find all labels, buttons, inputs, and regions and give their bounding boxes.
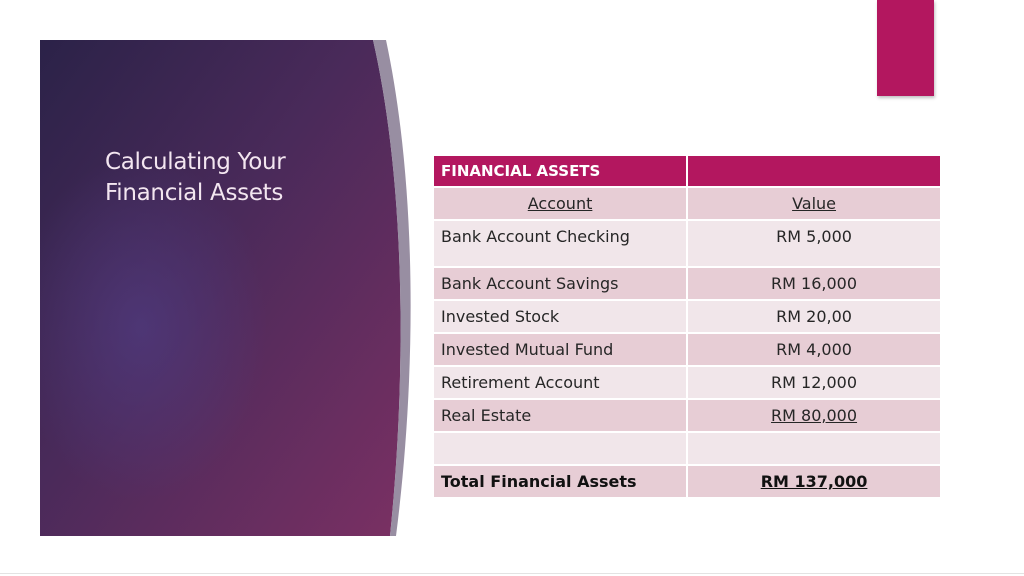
row-account: Retirement Account: [433, 366, 687, 399]
table-row: [433, 220, 941, 267]
column-header-account: Account: [527, 194, 593, 213]
column-header-row: [433, 187, 941, 220]
row-account: Bank Account Savings: [433, 267, 687, 300]
table-row: [433, 366, 941, 399]
row-value: RM 4,000: [687, 333, 941, 366]
financial-assets-table: [432, 154, 942, 499]
table-row: [433, 300, 941, 333]
total-row: [433, 465, 941, 498]
row-value: RM 5,000: [687, 220, 941, 267]
row-value: RM 80,000: [771, 406, 858, 425]
column-header-value: Value: [792, 194, 837, 213]
row-value: RM 20,00: [687, 300, 941, 333]
table-row: [433, 333, 941, 366]
total-value: RM 137,000: [760, 472, 868, 491]
row-account: Invested Stock: [433, 300, 687, 333]
accent-tab: [877, 0, 934, 96]
table-row: [433, 267, 941, 300]
row-account: Invested Mutual Fund: [433, 333, 687, 366]
table-row-empty: [433, 432, 941, 465]
table-header-row: [433, 155, 941, 187]
row-value: RM 12,000: [687, 366, 941, 399]
row-value: [687, 432, 941, 465]
row-account: Bank Account Checking: [433, 220, 687, 267]
title-panel: [40, 40, 412, 536]
row-account: Real Estate: [433, 399, 687, 432]
row-account: [433, 432, 687, 465]
bottom-divider: [0, 573, 1024, 574]
slide-title: Calculating Your Financial Assets: [105, 149, 286, 206]
total-label: Total Financial Assets: [433, 465, 687, 498]
table-header-title: FINANCIAL ASSETS: [433, 155, 687, 187]
title-panel-background: [40, 40, 412, 536]
table-header-blank: [687, 155, 941, 187]
table-row: [433, 399, 941, 432]
row-value: RM 16,000: [687, 267, 941, 300]
